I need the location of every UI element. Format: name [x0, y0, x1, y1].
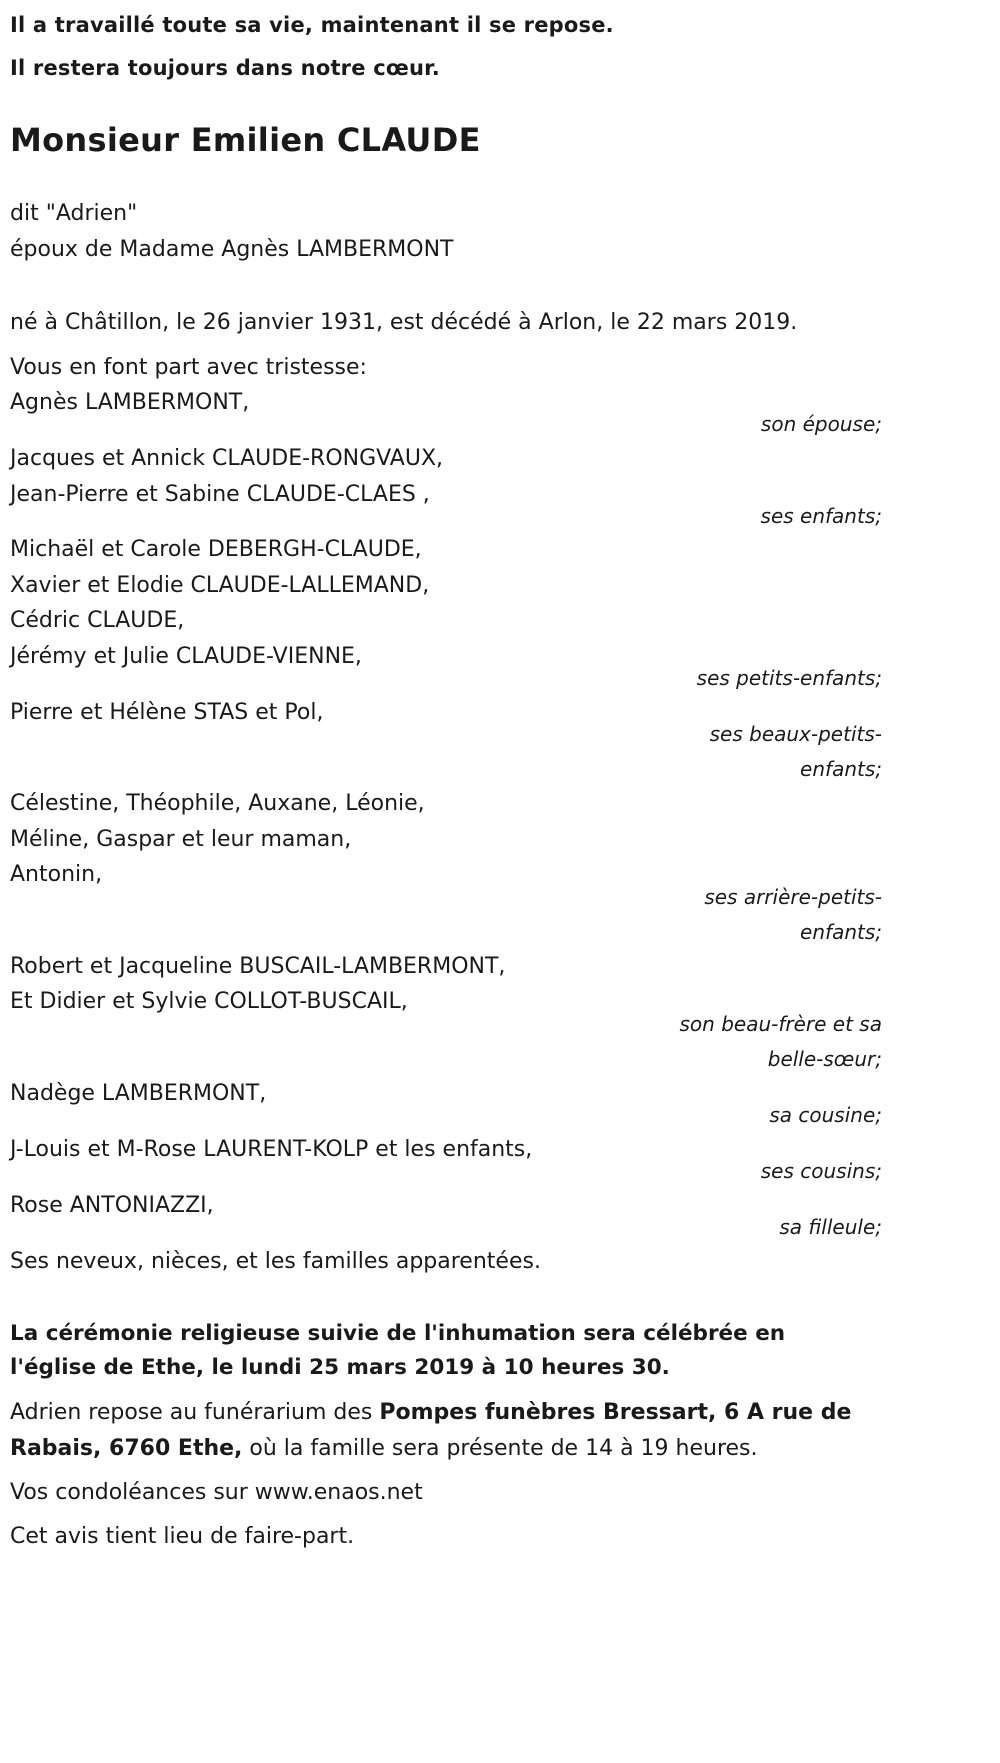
- deceased-name: Monsieur Emilien CLAUDE: [10, 121, 481, 159]
- nickname: dit "Adrien": [10, 201, 138, 226]
- funeral-home-pre: Adrien repose au funérarium des: [10, 1400, 380, 1425]
- family-relation: ses petits-enfants;: [696, 666, 882, 690]
- funeral-home-address: Rabais, 6760 Ethe,: [10, 1436, 243, 1461]
- birth-death-line: né à Châtillon, le 26 janvier 1931, est décédé à Arlon, le 22 mars 2019.: [10, 310, 798, 335]
- family-name: Méline, Gaspar et leur maman,: [10, 827, 352, 852]
- family-name: J-Louis et M-Rose LAURENT-KOLP et les enfants,: [10, 1137, 533, 1162]
- spouse-line: époux de Madame Agnès LAMBERMONT: [10, 237, 454, 262]
- family-name: Pierre et Hélène STAS et Pol,: [10, 700, 324, 725]
- family-name: Célestine, Théophile, Auxane, Léonie,: [10, 791, 425, 816]
- family-name: Michaël et Carole DEBERGH-CLAUDE,: [10, 537, 422, 562]
- funeral-home-line-2: [10, 1431, 882, 1467]
- family-relation: sa filleule;: [779, 1215, 882, 1239]
- family-relation: son beau-frère et sa: [679, 1012, 882, 1036]
- intro-text: Vous en font part avec tristesse:: [10, 355, 367, 380]
- family-name: Et Didier et Sylvie COLLOT-BUSCAIL,: [10, 989, 408, 1014]
- family-relation: belle-sœur;: [767, 1047, 882, 1071]
- notice-line: Cet avis tient lieu de faire-part.: [10, 1524, 355, 1549]
- condolences-line: Vos condoléances sur www.enaos.net: [10, 1480, 423, 1505]
- family-relation: enfants;: [800, 757, 882, 781]
- family-relation: ses cousins;: [760, 1159, 882, 1183]
- closing-family-line: Ses neveux, nièces, et les familles apparentées.: [10, 1249, 541, 1274]
- family-relation: sa cousine;: [769, 1103, 882, 1127]
- ceremony-line-2: l'église de Ethe, le lundi 25 mars 2019 à 10 heures 30.: [10, 1355, 670, 1380]
- epigraph-line-2: Il restera toujours dans notre cœur.: [10, 56, 440, 80]
- family-name: Antonin,: [10, 862, 103, 887]
- family-relation: ses beaux-petits-: [709, 722, 882, 746]
- family-name: Robert et Jacqueline BUSCAIL-LAMBERMONT,: [10, 954, 506, 979]
- funeral-home-post: où la famille sera présente de 14 à 19 heures.: [242, 1436, 758, 1461]
- family-relation: ses enfants;: [760, 504, 882, 528]
- family-relation: ses arrière-petits-: [704, 885, 882, 909]
- family-relation: enfants;: [800, 920, 882, 944]
- family-name: Agnès LAMBERMONT,: [10, 390, 250, 415]
- funeral-home-name: Pompes funèbres Bressart, 6 A rue de: [379, 1400, 852, 1425]
- family-name: Xavier et Elodie CLAUDE-LALLEMAND,: [10, 573, 430, 598]
- family-name: Jacques et Annick CLAUDE-RONGVAUX,: [10, 446, 444, 471]
- epigraph-line-1: Il a travaillé toute sa vie, maintenant il se repose.: [10, 13, 614, 37]
- family-name: Cédric CLAUDE,: [10, 608, 185, 633]
- family-name: Jean-Pierre et Sabine CLAUDE-CLAES ,: [10, 482, 430, 507]
- family-name: Jérémy et Julie CLAUDE-VIENNE,: [10, 644, 362, 669]
- funeral-home-line-1: [10, 1395, 882, 1431]
- family-relation: son épouse;: [760, 412, 882, 436]
- family-name: Rose ANTONIAZZI,: [10, 1193, 214, 1218]
- ceremony-line-1: La cérémonie religieuse suivie de l'inhumation sera célébrée en: [10, 1321, 786, 1346]
- family-name: Nadège LAMBERMONT,: [10, 1081, 267, 1106]
